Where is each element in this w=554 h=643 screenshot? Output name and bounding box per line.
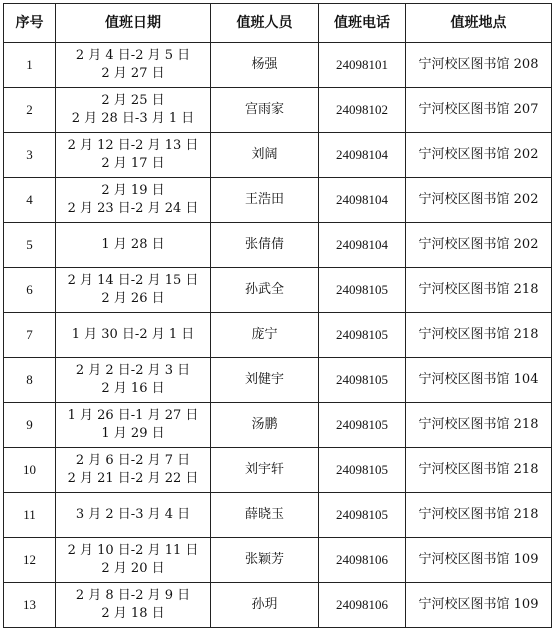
row-serial-number: 3 (4, 133, 56, 178)
duty-date-line: 2 月 16 日 (101, 381, 165, 396)
row-duty-person: 刘健宇 (211, 358, 319, 403)
duty-table (3, 3, 552, 628)
duty-schedule (3, 3, 552, 628)
duty-date-line: 2 月 26 日 (101, 291, 165, 306)
row-serial-number: 9 (4, 403, 56, 448)
row-duty-location: 宁河校区图书馆 218 (406, 448, 552, 493)
duty-date-line: 2 月 2 日-2 月 3 日 (75, 363, 191, 378)
duty-date-line: 2 月 19 日 (101, 183, 165, 198)
header-duty-phone: 值班电话 (319, 4, 406, 43)
row-duty-phone: 24098101 (319, 43, 406, 88)
duty-date-line: 2 月 21 日-2 月 22 日 (67, 471, 199, 486)
table-row (4, 88, 552, 133)
row-duty-location: 宁河校区图书馆 208 (406, 43, 552, 88)
duty-date-line: 2 月 28 日-3 月 1 日 (71, 111, 195, 126)
table-row (4, 538, 552, 583)
duty-date-line: 1 月 26 日-1 月 27 日 (67, 408, 199, 423)
row-duty-location: 宁河校区图书馆 202 (406, 223, 552, 268)
row-duty-phone: 24098104 (319, 223, 406, 268)
table-row (4, 43, 552, 88)
duty-date-line: 2 月 25 日 (101, 93, 165, 108)
row-serial-number: 2 (4, 88, 56, 133)
row-duty-person: 孙武全 (211, 268, 319, 313)
row-duty-person: 孙玥 (211, 583, 319, 628)
row-duty-date (56, 583, 211, 628)
duty-date-line: 2 月 12 日-2 月 13 日 (67, 138, 199, 153)
header-row (4, 4, 552, 43)
table-row (4, 403, 552, 448)
table-row (4, 223, 552, 268)
row-duty-phone: 24098102 (319, 88, 406, 133)
row-duty-phone: 24098105 (319, 268, 406, 313)
row-duty-location: 宁河校区图书馆 109 (406, 583, 552, 628)
row-duty-location: 宁河校区图书馆 218 (406, 268, 552, 313)
row-serial-number: 7 (4, 313, 56, 358)
row-duty-location: 宁河校区图书馆 218 (406, 403, 552, 448)
row-duty-date (56, 223, 211, 268)
row-serial-number: 4 (4, 178, 56, 223)
table-header (4, 4, 552, 43)
row-duty-location: 宁河校区图书馆 109 (406, 538, 552, 583)
row-duty-date (56, 178, 211, 223)
row-duty-phone: 24098104 (319, 178, 406, 223)
row-duty-location: 宁河校区图书馆 218 (406, 493, 552, 538)
row-duty-phone: 24098105 (319, 313, 406, 358)
row-serial-number: 10 (4, 448, 56, 493)
table-row (4, 583, 552, 628)
table-body (4, 43, 552, 628)
row-duty-date (56, 88, 211, 133)
row-duty-date (56, 313, 211, 358)
row-duty-phone: 24098106 (319, 538, 406, 583)
row-serial-number: 5 (4, 223, 56, 268)
row-duty-location: 宁河校区图书馆 202 (406, 178, 552, 223)
row-duty-person: 宫雨家 (211, 88, 319, 133)
header-duty-location: 值班地点 (406, 4, 552, 43)
row-duty-person: 刘宇轩 (211, 448, 319, 493)
row-serial-number: 11 (4, 493, 56, 538)
row-duty-date (56, 133, 211, 178)
duty-date-line: 2 月 14 日-2 月 15 日 (67, 273, 199, 288)
row-duty-date (56, 358, 211, 403)
row-duty-phone: 24098105 (319, 403, 406, 448)
table-row (4, 268, 552, 313)
row-duty-phone: 24098106 (319, 583, 406, 628)
row-serial-number: 8 (4, 358, 56, 403)
header-duty-date: 值班日期 (56, 4, 211, 43)
row-serial-number: 6 (4, 268, 56, 313)
duty-date-line: 2 月 10 日-2 月 11 日 (67, 543, 199, 558)
duty-date-line: 2 月 18 日 (101, 606, 165, 621)
table-row (4, 313, 552, 358)
duty-date-line: 2 月 8 日-2 月 9 日 (75, 588, 191, 603)
row-duty-person: 庞宁 (211, 313, 319, 358)
duty-date-line: 2 月 17 日 (101, 156, 165, 171)
table-row (4, 133, 552, 178)
row-duty-person: 张倩倩 (211, 223, 319, 268)
row-serial-number: 1 (4, 43, 56, 88)
row-duty-person: 汤鹏 (211, 403, 319, 448)
row-duty-person: 张颖芳 (211, 538, 319, 583)
table-row (4, 493, 552, 538)
row-duty-location: 宁河校区图书馆 207 (406, 88, 552, 133)
duty-date-line: 1 月 30 日-2 月 1 日 (71, 327, 195, 342)
row-duty-phone: 24098105 (319, 358, 406, 403)
row-duty-date (56, 268, 211, 313)
row-duty-date (56, 493, 211, 538)
duty-date-line: 2 月 6 日-2 月 7 日 (75, 453, 191, 468)
row-duty-person: 王浩田 (211, 178, 319, 223)
table-row (4, 178, 552, 223)
row-duty-person: 薛晓玉 (211, 493, 319, 538)
duty-date-line: 2 月 20 日 (101, 561, 165, 576)
row-serial-number: 12 (4, 538, 56, 583)
duty-date-line: 2 月 4 日-2 月 5 日 (75, 48, 191, 63)
row-duty-date (56, 538, 211, 583)
duty-date-line: 2 月 23 日-2 月 24 日 (67, 201, 199, 216)
header-duty-person: 值班人员 (211, 4, 319, 43)
row-duty-date (56, 43, 211, 88)
row-duty-phone: 24098105 (319, 493, 406, 538)
duty-date-line: 1 月 29 日 (101, 426, 165, 441)
table-row (4, 358, 552, 403)
row-duty-phone: 24098104 (319, 133, 406, 178)
row-duty-location: 宁河校区图书馆 202 (406, 133, 552, 178)
row-duty-date (56, 448, 211, 493)
row-duty-location: 宁河校区图书馆 104 (406, 358, 552, 403)
row-duty-location: 宁河校区图书馆 218 (406, 313, 552, 358)
row-duty-person: 刘阔 (211, 133, 319, 178)
duty-date-line: 2 月 27 日 (101, 66, 165, 81)
row-duty-phone: 24098105 (319, 448, 406, 493)
row-duty-date (56, 403, 211, 448)
duty-date-line: 1 月 28 日 (101, 237, 165, 252)
row-duty-person: 杨强 (211, 43, 319, 88)
duty-date-line: 3 月 2 日-3 月 4 日 (75, 507, 191, 522)
table-row (4, 448, 552, 493)
header-serial-number: 序号 (4, 4, 56, 43)
row-serial-number: 13 (4, 583, 56, 628)
